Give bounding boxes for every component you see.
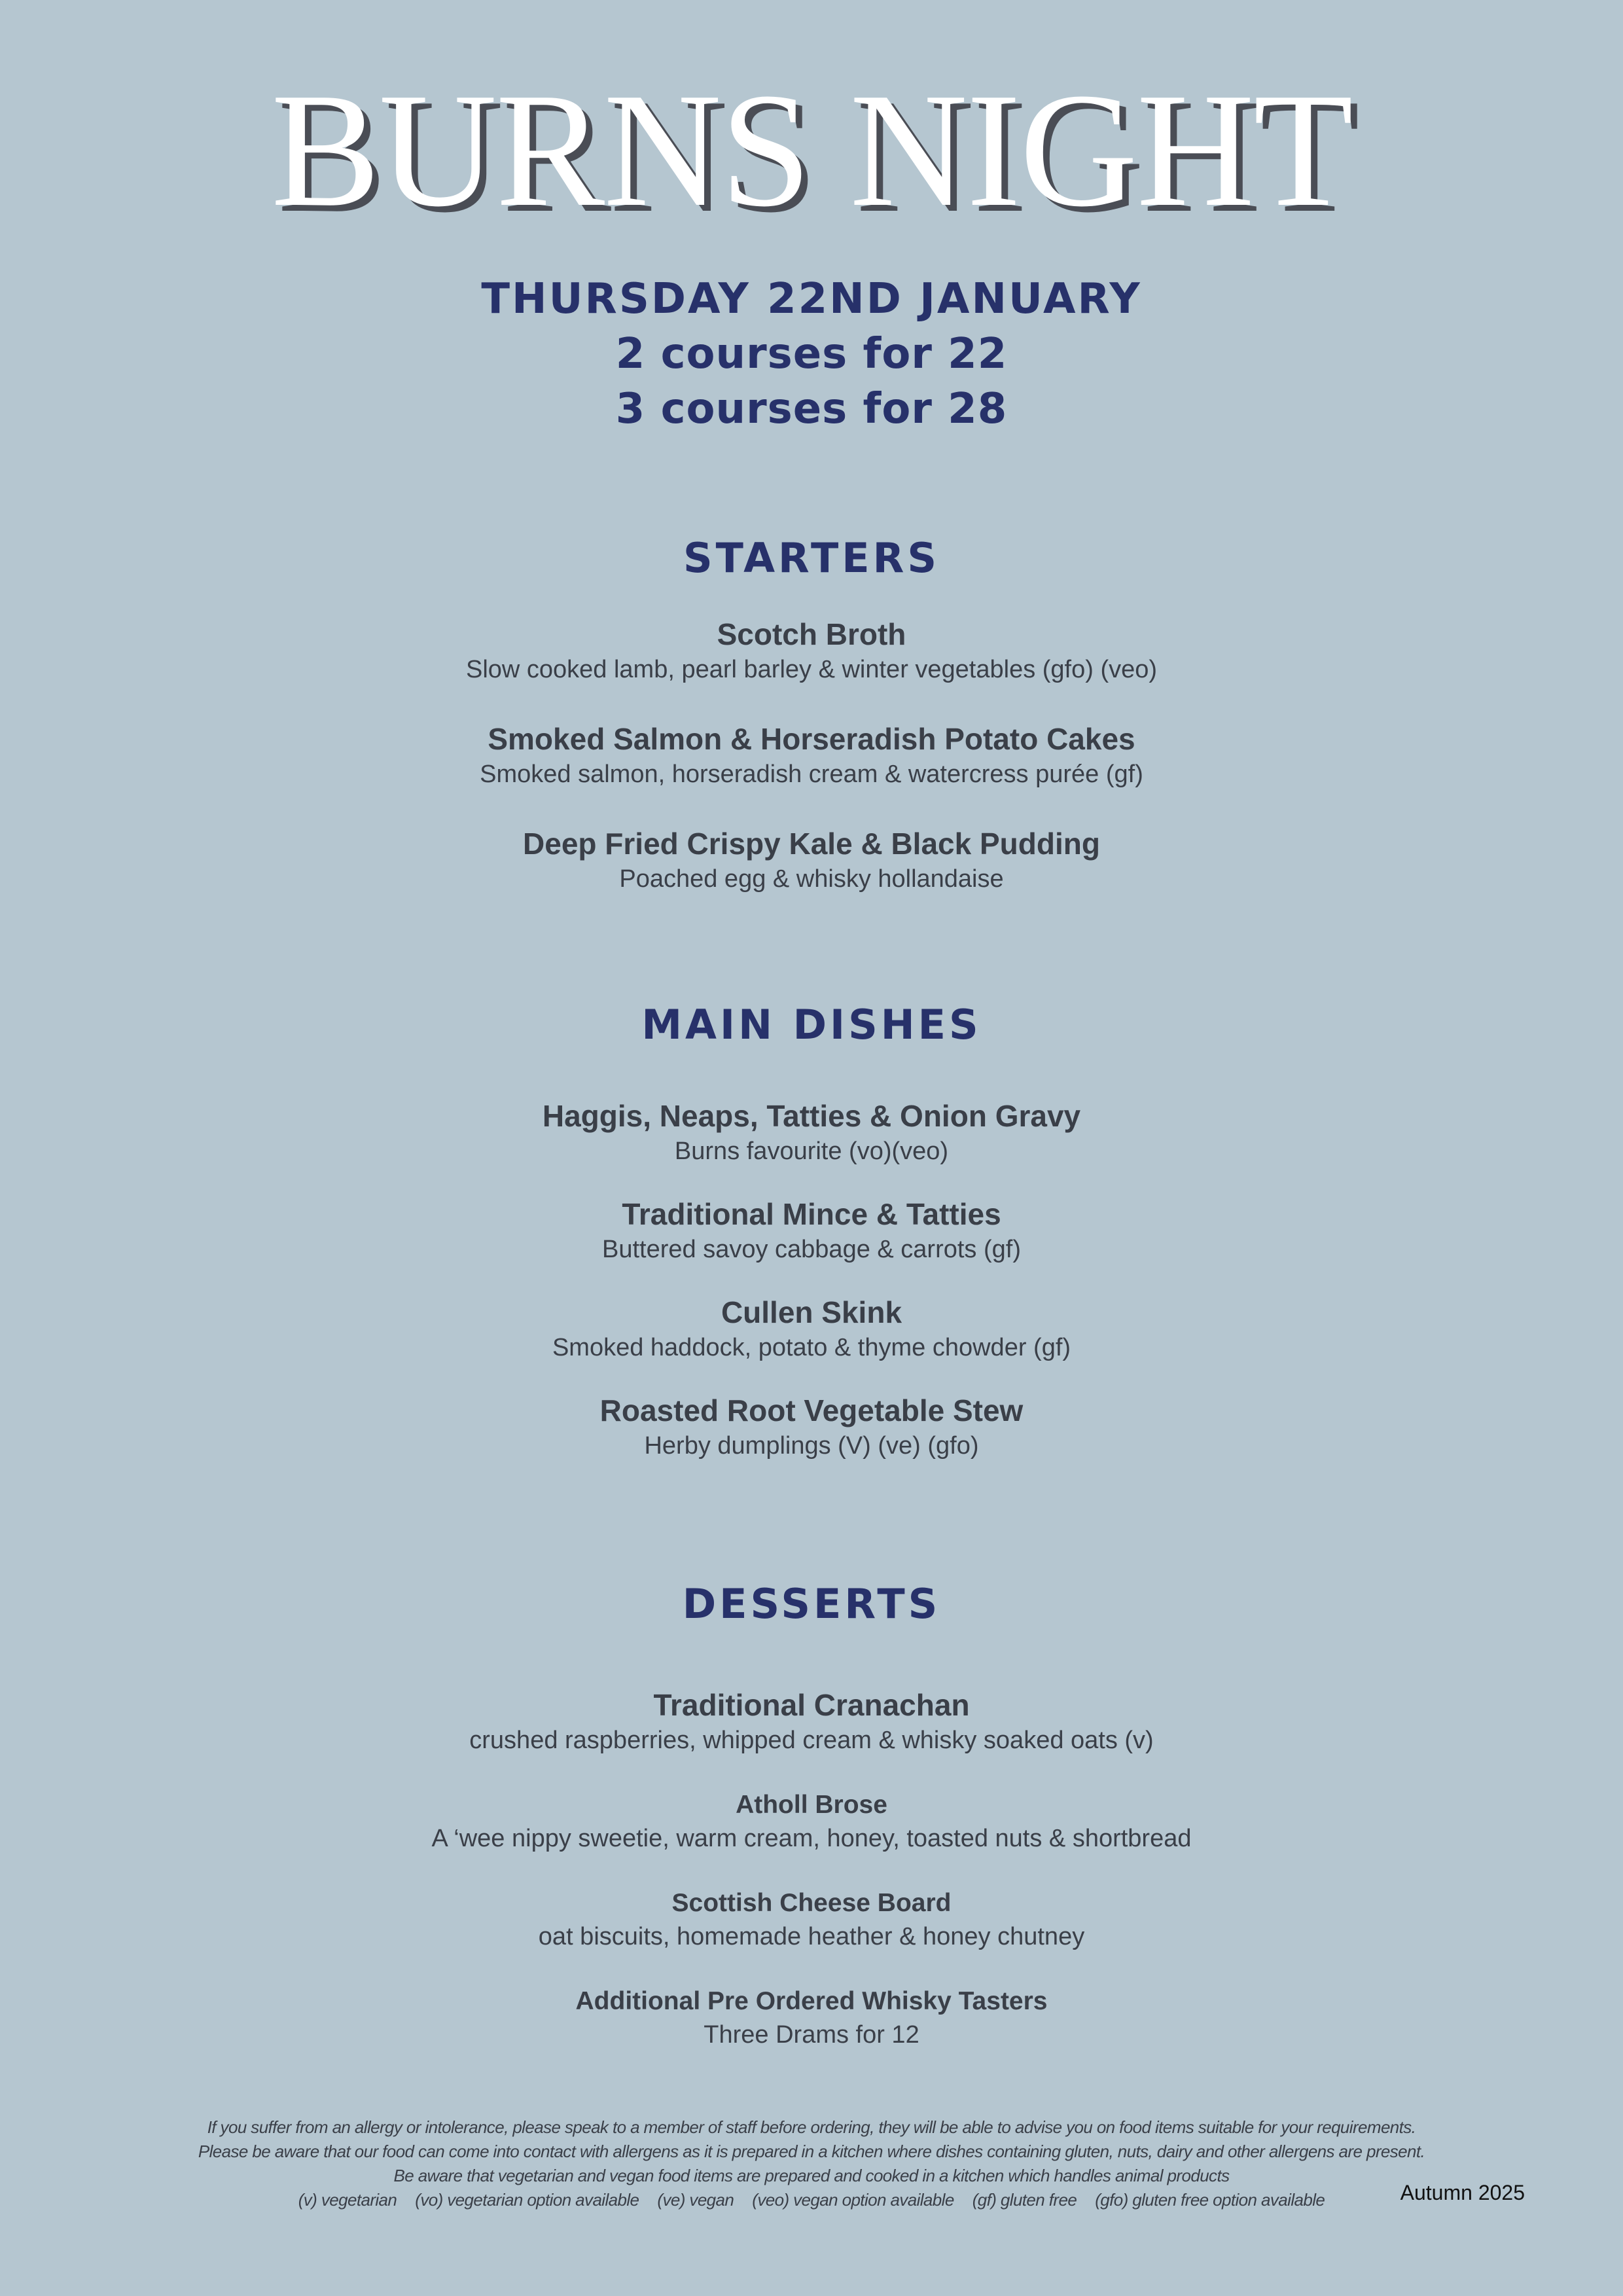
item-name: Smoked Salmon & Horseradish Potato Cakes	[488, 722, 1135, 756]
season-label: Autumn 2025	[1400, 2181, 1525, 2204]
item-name: Traditional Mince & Tatties	[622, 1197, 1001, 1231]
legend-item: (v) vegetarian	[298, 2190, 397, 2210]
allergen-notice-line: Please be aware that our food can come into contact with allergens as it is prepared in a kitchen where dishes containing gluten, nuts, dairy and other allergens are present.	[198, 2142, 1425, 2161]
dietary-legend	[0, 2188, 1623, 2212]
event-date: THURSDAY 22ND JANUARY	[481, 275, 1142, 323]
menu-item	[0, 615, 1623, 686]
mains-heading: MAIN DISHES	[641, 1001, 982, 1049]
price-two-courses: 2 courses for 22	[615, 330, 1008, 378]
menu-item	[0, 1686, 1623, 1757]
item-name: Additional Pre Ordered Whisky Tasters	[575, 1987, 1048, 2015]
item-description: Buttered savoy cabbage & carrots (gf)	[602, 1236, 1021, 1263]
item-name: Scottish Cheese Board	[671, 1889, 952, 1917]
item-description: Poached egg & whisky hollandaise	[619, 865, 1004, 893]
desserts-heading: DESSERTS	[682, 1580, 941, 1628]
legend-item: (veo) vegan option available	[752, 2190, 954, 2210]
legend-item: (gfo) gluten free option available	[1095, 2190, 1325, 2210]
menu-item	[0, 1097, 1623, 1168]
menu-item	[0, 1788, 1623, 1855]
price-three-courses: 3 courses for 28	[615, 385, 1008, 433]
item-name: Haggis, Neaps, Tatties & Onion Gravy	[542, 1099, 1081, 1133]
item-description: Slow cooked lamb, pearl barley & winter vegetables (gfo) (veo)	[465, 656, 1158, 683]
event-info	[0, 272, 1623, 437]
item-description: Smoked haddock, potato & thyme chowder (gf)	[552, 1334, 1071, 1361]
item-description: Three Drams for 12	[704, 2021, 919, 2049]
item-description: Burns favourite (vo)(veo)	[674, 1138, 949, 1165]
menu-item	[0, 1195, 1623, 1266]
item-name: Atholl Brose	[736, 1791, 887, 1819]
menu-item	[0, 1886, 1623, 1953]
item-name: Cullen Skink	[721, 1295, 902, 1329]
item-description: oat biscuits, homemade heather & honey chutney	[538, 1923, 1085, 1950]
menu-item	[0, 1293, 1623, 1364]
item-name: Scotch Broth	[717, 617, 906, 651]
allergen-notice	[0, 2115, 1623, 2212]
legend-item: (ve) vegan	[657, 2190, 734, 2210]
menu-title: BURNS NIGHT	[271, 60, 1352, 241]
item-description: A ‘wee nippy sweetie, warm cream, honey, toasted nuts & shortbread	[431, 1825, 1192, 1852]
item-description: Herby dumplings (V) (ve) (gfo)	[644, 1432, 979, 1460]
menu-item	[0, 1984, 1623, 2051]
menu-item	[0, 825, 1623, 895]
item-name: Roasted Root Vegetable Stew	[599, 1393, 1024, 1427]
starters-heading: STARTERS	[683, 534, 940, 582]
menu-item	[0, 720, 1623, 791]
allergen-notice-line: If you suffer from an allergy or intolerance, please speak to a member of staff before ordering, they will be able to advise you on food items suitable for your requirements.	[207, 2117, 1416, 2137]
item-name: Traditional Cranachan	[653, 1688, 970, 1722]
item-description: crushed raspberries, whipped cream & whisky soaked oats (v)	[469, 1727, 1154, 1754]
menu-item	[0, 1391, 1623, 1462]
item-name: Deep Fried Crispy Kale & Black Pudding	[523, 827, 1100, 861]
legend-item: (vo) vegetarian option available	[415, 2190, 639, 2210]
item-description: Smoked salmon, horseradish cream & watercress purée (gf)	[480, 761, 1143, 788]
allergen-notice-line: Be aware that vegetarian and vegan food items are prepared and cooked in a kitchen which handles animal products	[393, 2166, 1230, 2185]
legend-item: (gf) gluten free	[972, 2190, 1077, 2210]
